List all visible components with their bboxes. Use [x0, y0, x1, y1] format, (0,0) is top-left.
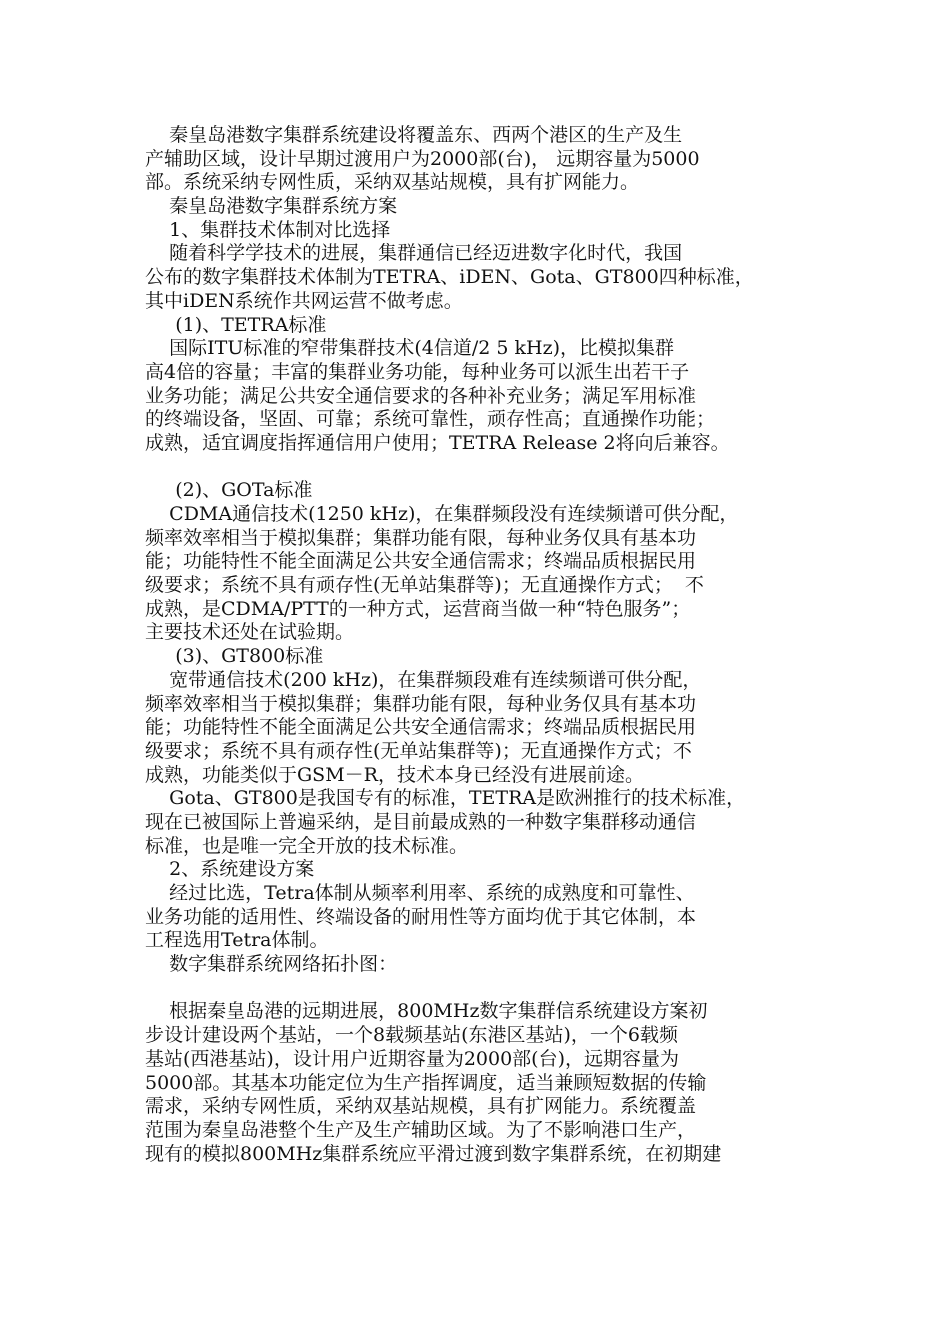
text-line: 业务功能的适用性、终端设备的耐用性等方面均优于其它体制，本: [145, 905, 697, 928]
text-line: 秦皇岛港数字集群系统建设将覆盖东、西两个港区的生产及生: [145, 124, 683, 146]
text-line: 业务功能；满足公共安全通信要求的各种补充业务；满足军用标准: [145, 384, 697, 407]
text-line: 范围为秦皇岛港整个生产及生产辅助区域。为了不影响港口生产，: [145, 1118, 697, 1141]
text-line: 随着科学学技术的进展，集群通信已经迈进数字化时代，我国: [145, 242, 683, 265]
text-line: 工程选用Tetra体制。: [145, 929, 329, 952]
text-line: 经过比选，Tetra体制从频率利用率、系统的成熟度和可靠性、: [145, 882, 695, 904]
blank-line: [145, 456, 815, 480]
text-line: 数字集群系统网络拓扑图：: [145, 953, 398, 976]
text-line: 频率效率相当于模拟集群；集群功能有限，每种业务仅具有基本功: [145, 692, 697, 715]
text-line: 公布的数字集群技术体制为TETRA、iDEN、Gota、GT800四种标准，: [145, 266, 754, 289]
text-line: 宽带通信技术(200 kHz)，在集群频段难有连续频谱可供分配，: [145, 668, 702, 691]
text-line: 步设计建设两个基站，一个8载频基站(东港区基站)，一个6载频: [145, 1024, 679, 1047]
text-line: 产辅助区域，设计早期过渡用户为2000部(台)， 远期容量为5000: [145, 147, 700, 170]
text-line: 秦皇岛港数字集群系统方案: [145, 195, 398, 218]
text-line: 现在已被国际上普遍采纳，是目前最成熟的一种数字集群移动通信: [145, 810, 697, 833]
text-line: 国际ITU标准的窄带集群技术(4信道/2 5 kHz)，比模拟集群: [145, 337, 675, 360]
text-line: 2、系统建设方案: [145, 858, 315, 881]
text-line: (2)、GOTa标准: [145, 479, 313, 502]
text-line: Gota、GT800是我国专有的标准，TETRA是欧洲推行的技术标准，: [145, 787, 746, 810]
text-line: 1、集群技术体制对比选择: [145, 218, 391, 241]
text-line: 主要技术还处在试验期。: [145, 621, 355, 644]
text-line: 成熟，是CDMA/PTT的一种方式，运营商当做一种“特色服务”；: [145, 597, 691, 620]
text-line: (3)、GT800标准: [145, 645, 324, 668]
text-line: 级要求；系统不具有顽存性(无单站集群等)；无直通操作方式； 不: [145, 574, 704, 597]
text-line: (1)、TETRA标准: [145, 313, 327, 336]
body-text: [145, 124, 815, 1166]
text-line: 成熟，功能类似于GSM－R，技术本身已经没有进展前途。: [145, 763, 644, 786]
text-line: 根据秦皇岛港的远期进展，800MHz数字集群信系统建设方案初: [145, 1000, 708, 1023]
text-line: 需求，采纳专网性质，采纳双基站规模，具有扩网能力。系统覆盖: [145, 1095, 697, 1118]
text-line: 频率效率相当于模拟集群；集群功能有限，每种业务仅具有基本功: [145, 526, 697, 549]
blank-line: [145, 977, 815, 1001]
text-line: 高4倍的容量；丰富的集群业务功能，每种业务可以派生出若干子: [145, 360, 690, 383]
text-line: 能；功能特性不能全面满足公共安全通信需求；终端品质根据民用: [145, 716, 697, 739]
text-line: 的终端设备，坚固、可靠；系统可靠性，顽存性高；直通操作功能；: [145, 408, 716, 431]
text-line: 部。系统采纳专网性质，采纳双基站规模，具有扩网能力。: [145, 171, 640, 194]
text-line: 级要求；系统不具有顽存性(无单站集群等)；无直通操作方式；不: [145, 739, 692, 762]
text-line: 5000部。其基本功能定位为生产指挥调度，适当兼顾短数据的传输: [145, 1071, 707, 1094]
text-line: CDMA通信技术(1250 kHz)，在集群频段没有连续频谱可供分配，: [145, 503, 739, 525]
text-line: 其中iDEN系统作共网运营不做考虑。: [145, 289, 463, 312]
text-line: 标准，也是唯一完全开放的技术标准。: [145, 834, 469, 857]
text-line: 能；功能特性不能全面满足公共安全通信需求；终端品质根据民用: [145, 550, 697, 573]
text-line: 基站(西港基站)，设计用户近期容量为2000部(台)，远期容量为: [145, 1047, 680, 1070]
text-line: 现有的模拟800MHz集群系统应平滑过渡到数字集群系统，在初期建: [145, 1142, 722, 1165]
text-line: 成熟，适宜调度指挥通信用户使用；TETRA Release 2将向后兼容。: [145, 431, 730, 454]
